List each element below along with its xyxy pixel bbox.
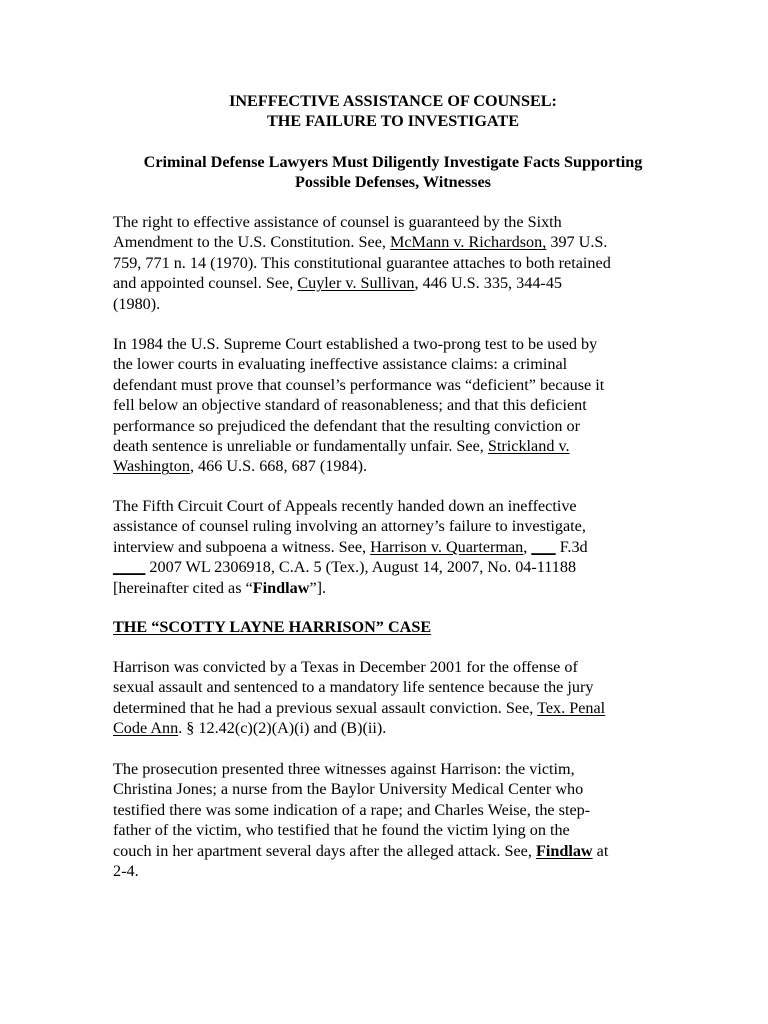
case-citation-harrison: Harrison v. Quarterman [370, 537, 524, 556]
p4-line: determined that he had a previous sexual assault conviction. See, Tex. Penal [113, 698, 606, 717]
p1-line: (1980). [113, 294, 161, 313]
title-line-2: THE FAILURE TO INVESTIGATE [266, 112, 520, 131]
case-citation-washington: Washington [113, 457, 190, 476]
volume-blank: ___ [531, 537, 556, 556]
p1-line: 759, 771 n. 14 (1970). This constitutional guarantee attaches to both retained [113, 253, 611, 272]
p3-line: interview and subpoena a witness. See, Harrison v. Quarterman, ___ F.3d [113, 537, 588, 556]
paragraph-fifth-circuit [113, 496, 673, 598]
p2-line: defendant must prove that counsel’s performance was “deficient” because it [113, 375, 605, 394]
p3-line: ____ 2007 WL 2306918, C.A. 5 (Tex.), August 14, 2007, No. 04-11188 [113, 558, 577, 577]
p2-line: the lower courts in evaluating ineffective assistance claims: a criminal [113, 355, 568, 374]
p2-line: fell below an objective standard of reasonableness; and that this deficient [113, 396, 587, 415]
subtitle-line-2: Possible Defenses, Witnesses [295, 173, 491, 192]
p1-line: The right to effective assistance of counsel is guaranteed by the Sixth [113, 213, 562, 231]
p4-line: Code Ann. § 12.42(c)(2)(A)(i) and (B)(ii). [113, 719, 387, 738]
p1-line: and appointed counsel. See, Cuyler v. Sullivan, 446 U.S. 335, 344-45 [113, 274, 563, 293]
title-line-1: INEFFECTIVE ASSISTANCE OF COUNSEL: [229, 92, 557, 110]
p5-line: 2-4. [113, 862, 139, 881]
p4-line: sexual assault and sentenced to a mandatory life sentence because the jury [113, 678, 594, 697]
p2-line: performance so prejudiced the defendant that the resulting conviction or [113, 416, 581, 435]
paragraph-right-to-counsel [113, 212, 673, 314]
case-citation-strickland: Strickland v. [487, 437, 570, 456]
statute-citation-cont: Code Ann [113, 719, 179, 738]
p5-line: The prosecution presented three witnesses against Harrison: the victim, [113, 760, 575, 778]
document-title [113, 91, 673, 132]
p2-line: Washington, 466 U.S. 668, 687 (1984). [113, 457, 368, 476]
p5-line: father of the victim, who testified that he found the victim lying on the [113, 821, 570, 840]
case-citation-mcmann: McMann v. Richardson, [389, 233, 547, 252]
page-blank: ____ [113, 558, 146, 577]
p3-line: [hereinafter cited as “Findlaw”]. [113, 578, 327, 597]
case-citation-cuyler: Cuyler v. Sullivan [297, 274, 415, 293]
paragraph-prosecution-witnesses [113, 759, 673, 881]
p1-line: Amendment to the U.S. Constitution. See, McMann v. Richardson, 397 U.S. [113, 233, 608, 252]
paragraph-two-prong-test [113, 334, 673, 477]
p5-line: couch in her apartment several days after the alleged attack. See, Findlaw at [113, 841, 609, 860]
statute-citation: Tex. Penal [537, 698, 606, 717]
p3-line: assistance of counsel ruling involving an attorney’s failure to investigate, [113, 517, 586, 536]
p2-line: death sentence is unreliable or fundamentally unfair. See, Strickland v. [113, 437, 570, 456]
p5-line: testified there was some indication of a rape; and Charles Weise, the step- [113, 800, 591, 819]
findlaw-reference: Findlaw [535, 841, 593, 860]
subtitle-line-1: Criminal Defense Lawyers Must Diligently Investigate Facts Supporting [143, 153, 643, 171]
p5-line: Christina Jones; a nurse from the Baylor University Medical Center who [113, 780, 584, 799]
section-heading [113, 617, 673, 637]
p2-line: In 1984 the U.S. Supreme Court established a two-prong test to be used by [113, 335, 598, 353]
paragraph-harrison-conviction [113, 657, 673, 739]
p4-line: Harrison was convicted by a Texas in December 2001 for the offense of [113, 658, 578, 676]
document-subtitle [113, 152, 673, 193]
section-heading-text: THE “SCOTTY LAYNE HARRISON” CASE [113, 618, 432, 636]
findlaw-label: Findlaw [252, 578, 310, 597]
p3-line: The Fifth Circuit Court of Appeals recently handed down an ineffective [113, 497, 577, 515]
